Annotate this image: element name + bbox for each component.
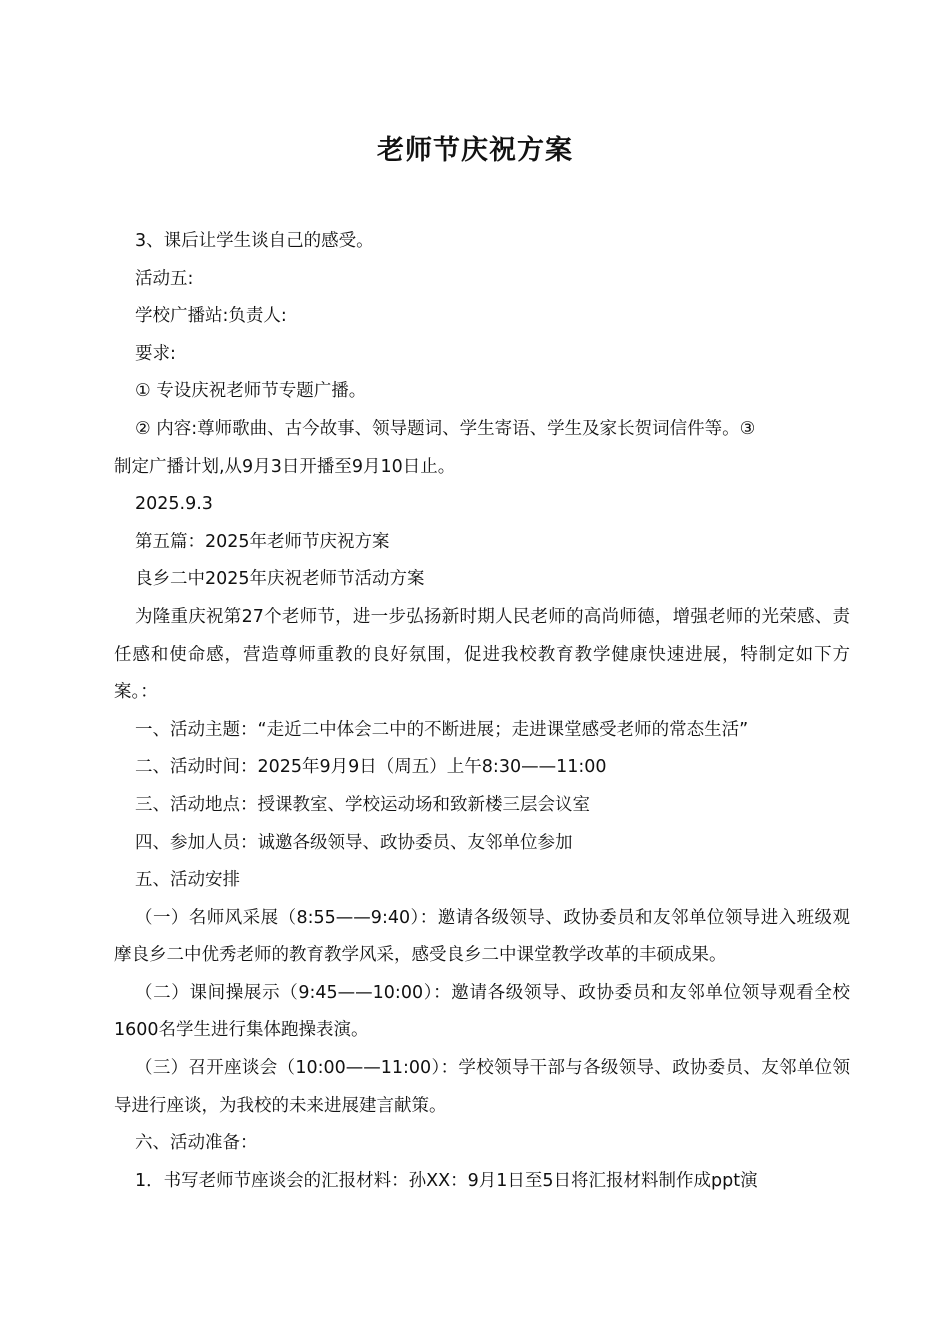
paragraph-arrangement-heading: 五、活动安排: [135, 870, 240, 891]
paragraph-activity-theme: 一、活动主题：“走近二中体会二中的不断进展；走进课堂感受老师的常态生活”: [135, 719, 749, 740]
document-body: [114, 223, 850, 1200]
paragraph-section-five-heading: 第五篇：2025年老师节庆祝方案: [135, 531, 390, 552]
paragraph-activity-five: 活动五:: [135, 268, 194, 289]
paragraph-requirement-2: ② 内容:尊师歌曲、古今故事、领导题词、学生寄语、学生及家长贺词信件等。③: [135, 418, 756, 439]
paragraph-student-feedback: 3、课后让学生谈自己的感受。: [135, 231, 374, 251]
paragraph-requirement-1: ① 专设庆祝老师节专题广播。: [135, 381, 367, 402]
paragraph-arrangement-1: （一）名师风采展（8:55——9:40）：邀请各级领导、政协委员和友邻单位领导进入班级观摩良乡二中优秀老师的教育教学风采，感受良乡二中课堂教学改革的丰硕成果。: [114, 907, 850, 966]
paragraph-arrangement-2: （二）课间操展示（9:45——10:00）：邀请各级领导、政协委员和友邻单位领导观看全校1600名学生进行集体跑操表演。: [114, 982, 850, 1041]
paragraph-arrangement-3: （三）召开座谈会（10:00——11:00）：学校领导干部与各级领导、政协委员、友邻单位领导进行座谈，为我校的未来进展建言献策。: [114, 1058, 850, 1116]
paragraph-preparation-heading: 六、活动准备：: [135, 1133, 258, 1154]
paragraph-intro: 为隆重庆祝第27个老师节，进一步弘扬新时期人民老师的高尚师德，增强老师的光荣感、责任感和使命感，营造尊师重教的良好氛围，促进我校教育教学健康快速进展，特制定如下方案。：: [114, 606, 850, 703]
paragraph-plan-heading: 良乡二中2025年庆祝老师节活动方案: [135, 569, 425, 590]
paragraph-date: 2025.9.3: [135, 494, 213, 515]
paragraph-activity-time: 二、活动时间：2025年9月9日（周五）上午8:30——11:00: [135, 757, 607, 778]
paragraph-broadcast-station: 学校广播站:负责人:: [135, 306, 287, 327]
paragraph-requirements: 要求:: [135, 343, 176, 364]
document-title: 老师节庆祝方案: [377, 135, 573, 166]
paragraph-requirement-3: 制定广播计划,从9月3日开播至9月10日止。: [114, 456, 456, 477]
paragraph-preparation-1: 1．书写老师节座谈会的汇报材料：孙XX：9月1日至5日将汇报材料制作成ppt演: [135, 1170, 758, 1191]
paragraph-participants: 四、参加人员：诚邀各级领导、政协委员、友邻单位参加: [135, 832, 573, 853]
paragraph-activity-location: 三、活动地点：授课教室、学校运动场和致新楼三层会议室: [135, 794, 590, 815]
